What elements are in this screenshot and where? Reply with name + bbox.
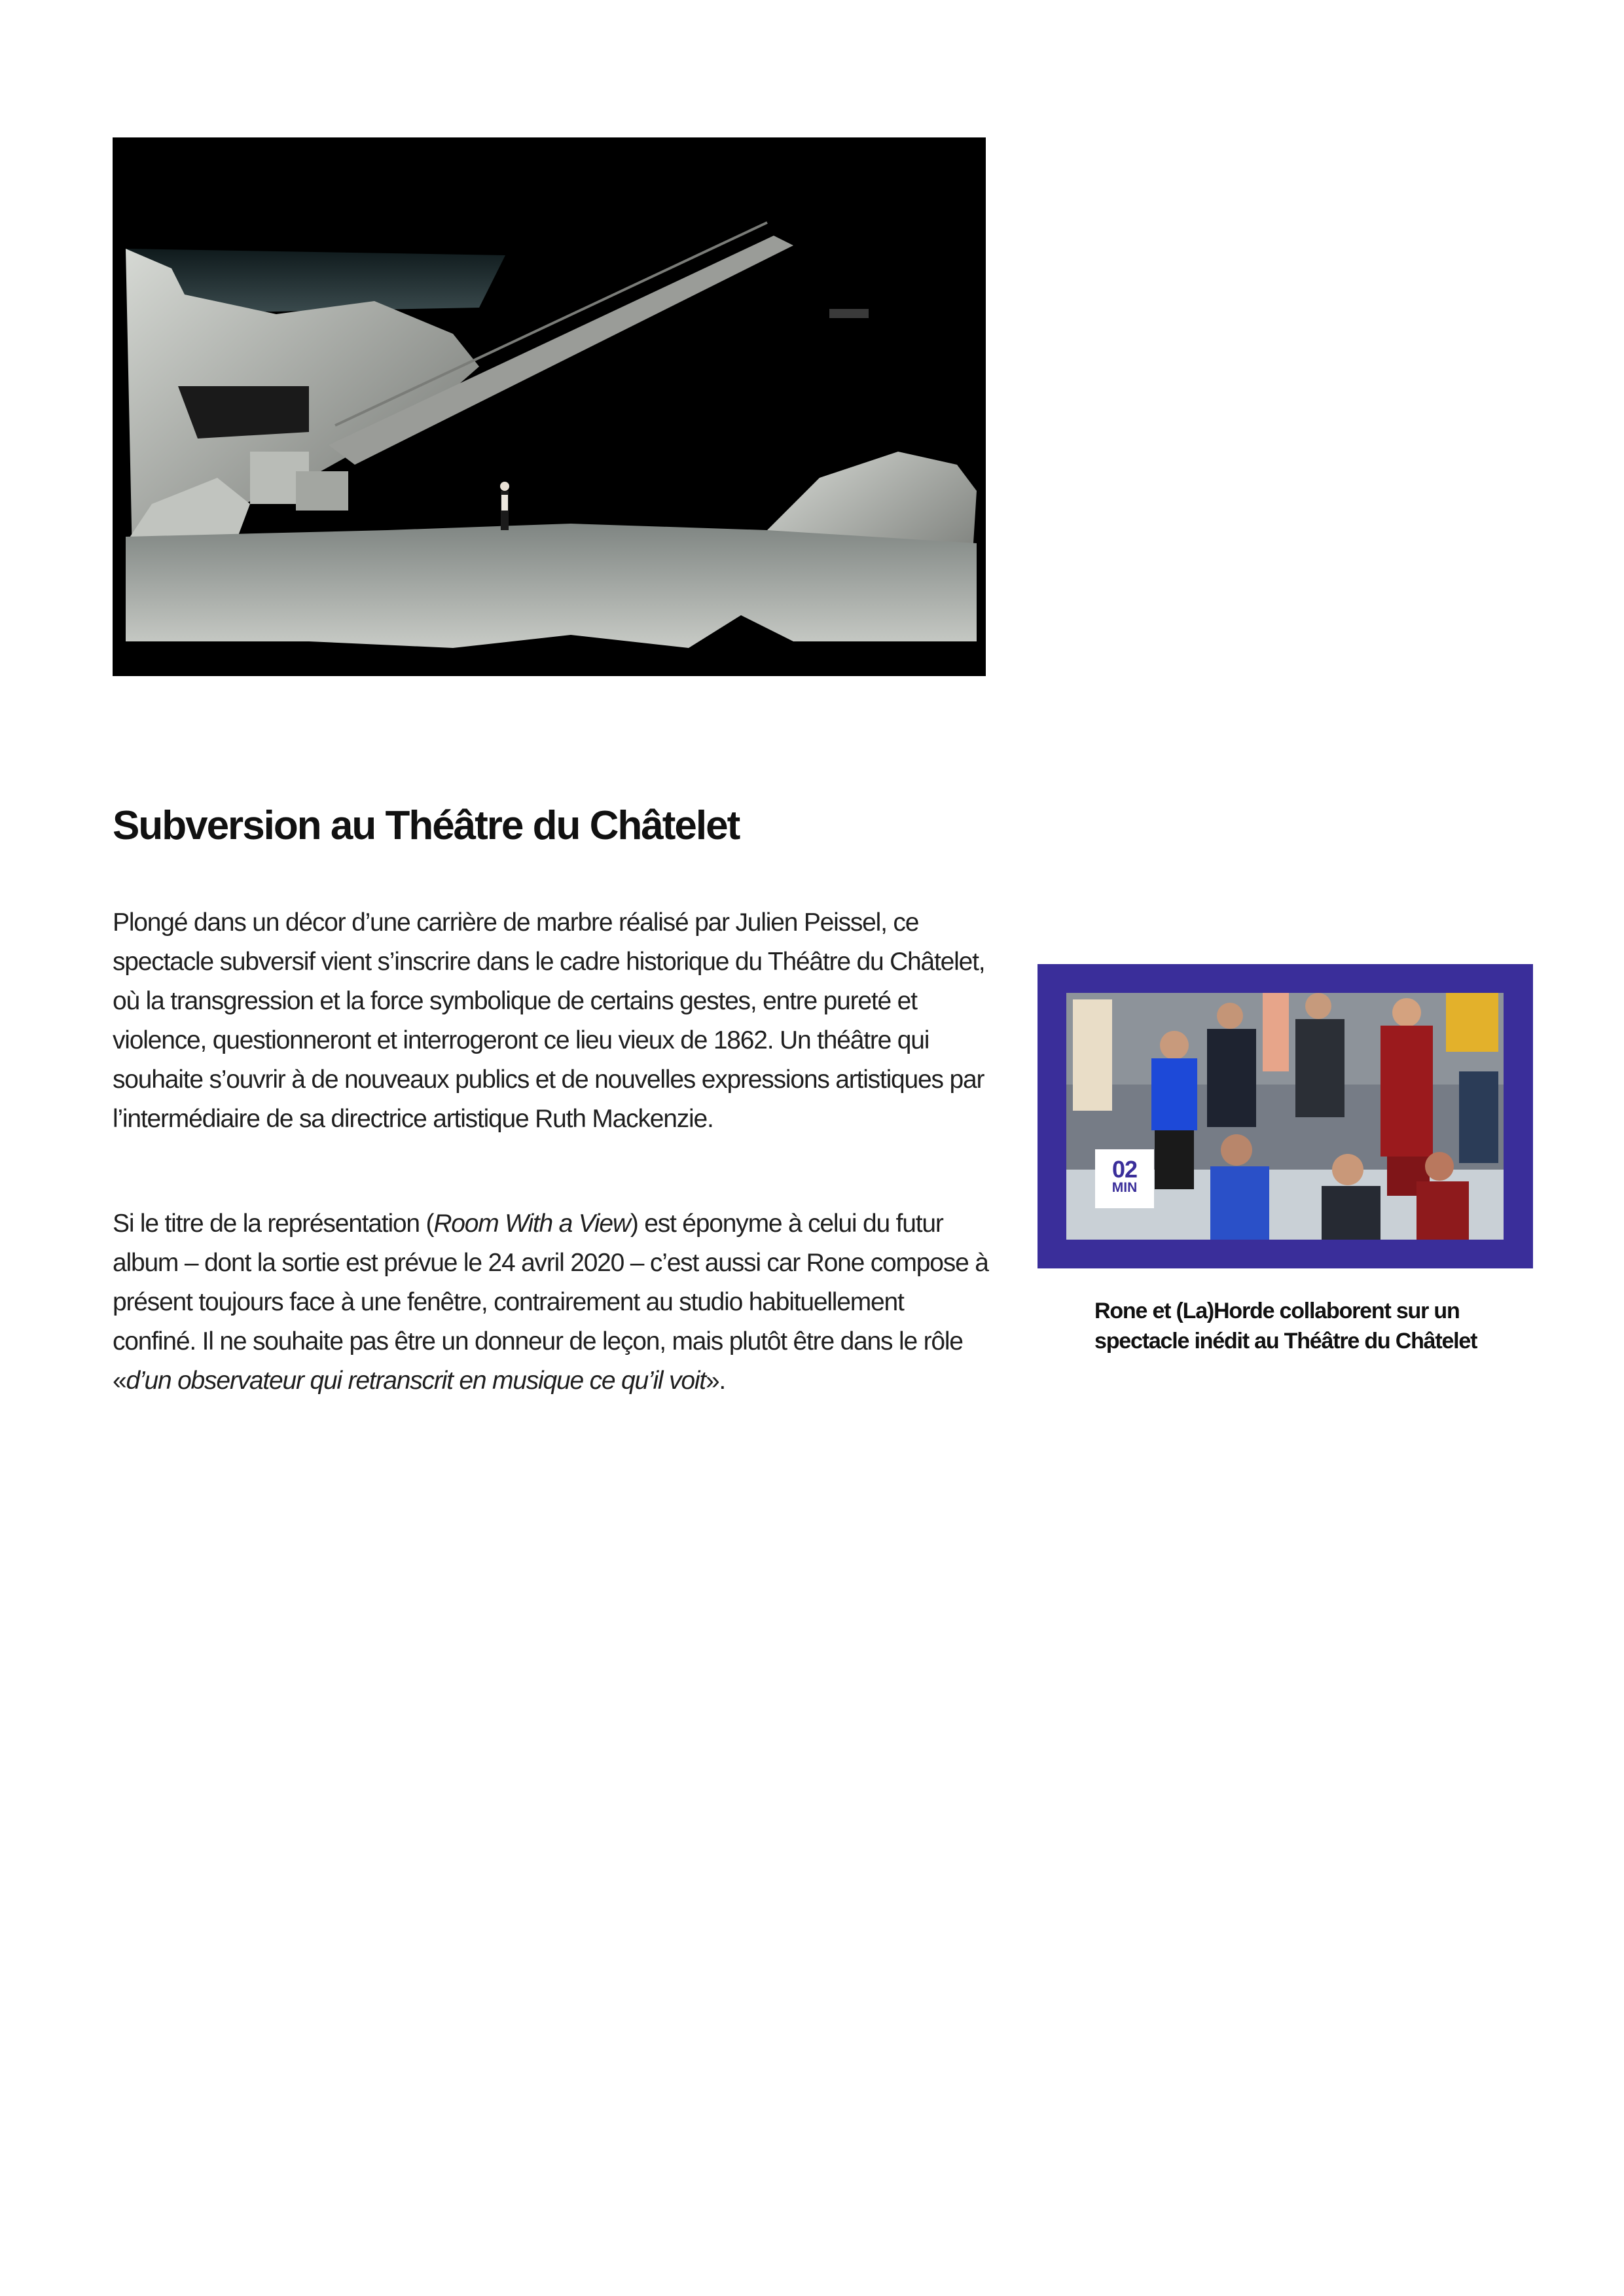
text-run: Si le titre de la représentation ( (113, 1210, 434, 1238)
duration-number: 02 (1111, 1156, 1138, 1183)
quote: d’un observateur qui retranscrit en musique ce qu’il voit (126, 1367, 706, 1395)
related-video-title[interactable]: Rone et (La)Horde collaborent sur un spectacle inédit au Théâtre du Châtelet (1094, 1299, 1477, 1354)
related-video-card[interactable] (1038, 964, 1533, 1268)
text-run: ». (705, 1367, 726, 1395)
duration-unit: MIN (1111, 1180, 1138, 1195)
duration-badge (1095, 1149, 1154, 1208)
hero-image (113, 137, 986, 676)
article-paragraph (113, 1204, 990, 1401)
article-paragraph: Plongé dans un décor d’une carrière de marbre réalisé par Julien Peissel, ce spectacle subversif vient s’inscrire dans le cadre historique du Théâtre du Châtelet, où la transgression et la force symbolique de certains gestes, entre pureté et violence, questionneront et interrogeront ce lieu vieux de 1862. Un théâtre qui souhaite s’ouvrir à de nouveaux publics et de nouvelles expressions artistiques par l’intermédiaire de sa directrice artistique Ruth Mackenzie. (113, 908, 985, 1133)
text-run: ) est éponyme à celui du futur album – dont la sortie est prévue le 24 avril 2020 – c’est aussi car Rone compose à présent toujours face à une fenêtre, contrairement au studio habituellement confiné. Il ne souhaite pas être un donneur de leçon, mais plutôt être dans le rôle « (113, 1210, 988, 1395)
work-title: Room With a View (433, 1210, 630, 1238)
article-title: Subversion au Théâtre du Châtelet (113, 803, 740, 848)
